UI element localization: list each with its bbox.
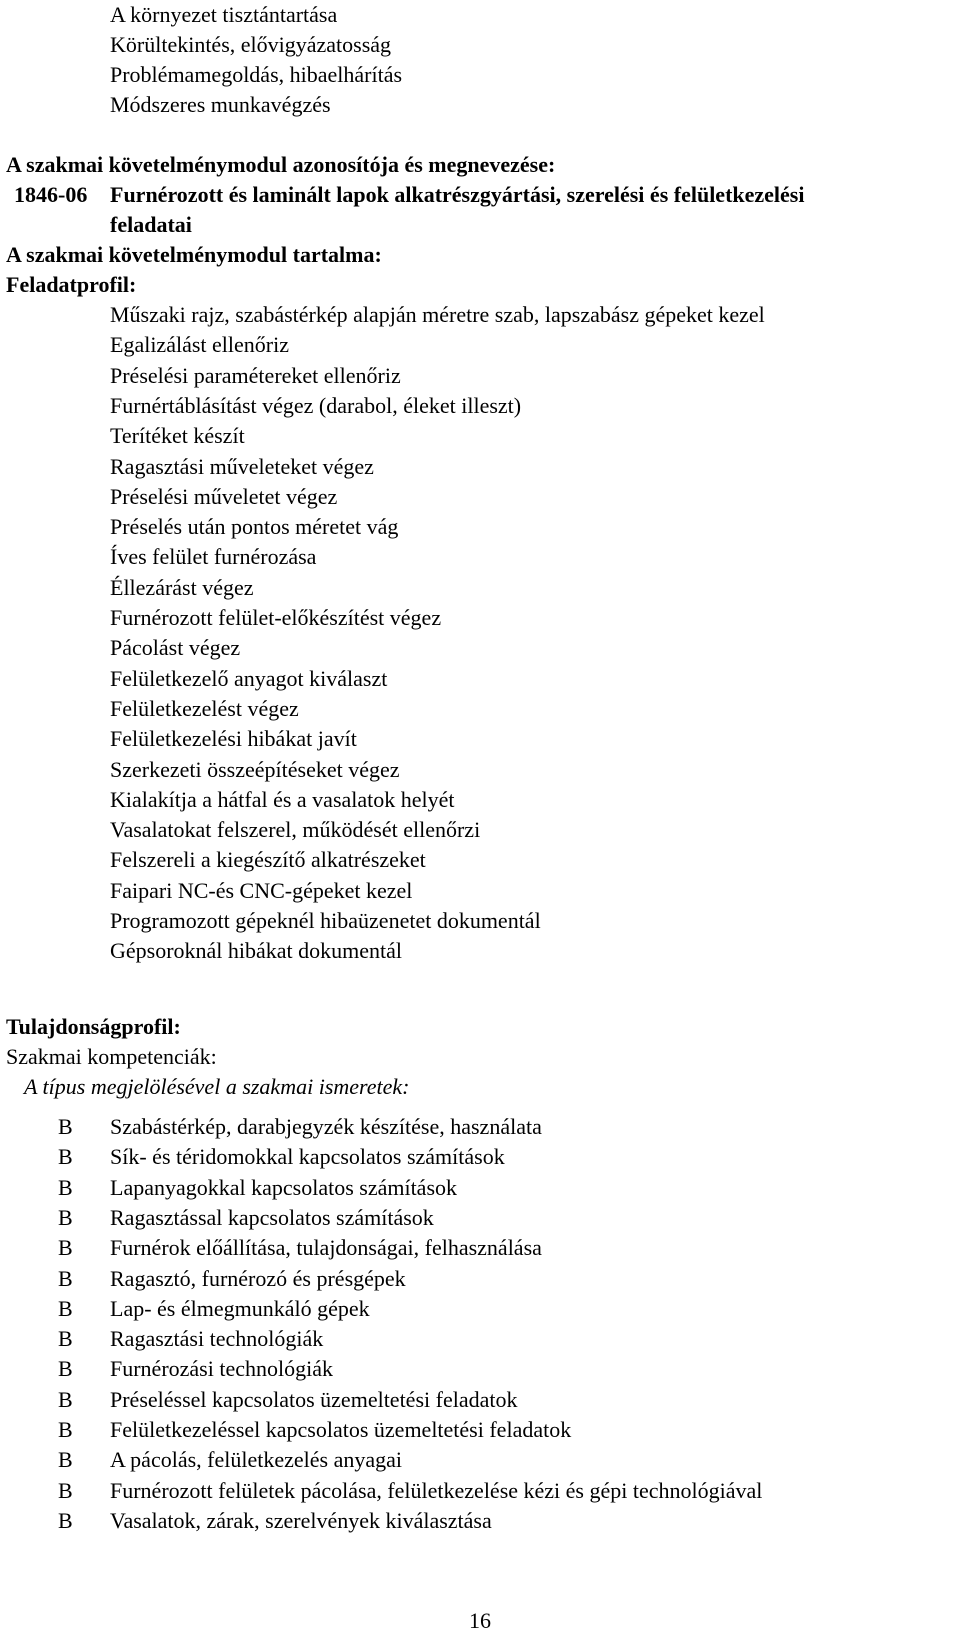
knowledge-item-type: B <box>58 1296 73 1321</box>
task-item: Préselési műveletet végez <box>110 484 338 509</box>
module-name-line1: Furnérozott és laminált lapok alkatrészgyártási, szerelési és felületkezelési <box>110 182 805 207</box>
knowledge-item-text: Szabástérkép, darabjegyzék készítése, használata <box>110 1114 542 1139</box>
task-item: Vasalatokat felszerel, működését ellenőrzi <box>110 817 481 842</box>
knowledge-item-text: Furnérozási technológiák <box>110 1356 333 1381</box>
knowledge-item-type: B <box>58 1175 73 1200</box>
task-item: Kialakítja a hátfal és a vasalatok helyét <box>110 787 455 812</box>
task-item: Éllezárást végez <box>110 575 254 600</box>
property-profile-heading: Tulajdonságprofil: <box>6 1014 181 1039</box>
knowledge-item-text: Ragasztással kapcsolatos számítások <box>110 1205 434 1230</box>
knowledge-item-type: B <box>58 1235 73 1260</box>
task-item: Egalizálást ellenőriz <box>110 332 289 357</box>
knowledge-item-type: B <box>58 1478 73 1503</box>
task-item: Programozott gépeknél hibaüzenetet dokumentál <box>110 908 541 933</box>
knowledge-item-text: Ragasztási technológiák <box>110 1326 324 1351</box>
knowledge-item-type: B <box>58 1205 73 1230</box>
knowledge-item-text: Préseléssel kapcsolatos üzemeltetési feladatok <box>110 1387 518 1412</box>
knowledge-item-text: Lapanyagokkal kapcsolatos számítások <box>110 1175 458 1200</box>
competencies-subheading: Szakmai kompetenciák: <box>6 1044 217 1069</box>
list-item: Körültekintés, elővigyázatosság <box>110 32 392 57</box>
knowledge-item-type: B <box>58 1447 73 1472</box>
module-id-heading: A szakmai követelménymodul azonosítója és megnevezése: <box>6 152 556 177</box>
knowledge-item-type: B <box>58 1114 73 1139</box>
knowledge-heading: A típus megjelölésével a szakmai ismeretek: <box>24 1074 410 1099</box>
task-item: Felszereli a kiegészítő alkatrészeket <box>110 847 426 872</box>
task-item: Műszaki rajz, szabástérkép alapján méretre szab, lapszabász gépeket kezel <box>110 302 765 327</box>
knowledge-item-type: B <box>58 1417 73 1442</box>
knowledge-item-text: Ragasztó, furnérozó és présgépek <box>110 1266 406 1291</box>
module-name-line2: feladatai <box>110 212 192 237</box>
task-item: Furnértáblásítást végez (darabol, éleket illeszt) <box>110 393 522 418</box>
task-profile-heading: Feladatprofil: <box>6 272 137 297</box>
task-item: Felületkezelést végez <box>110 696 299 721</box>
task-item: Pácolást végez <box>110 635 241 660</box>
knowledge-item-type: B <box>58 1387 73 1412</box>
task-item: Szerkezeti összeépítéseket végez <box>110 757 400 782</box>
knowledge-item-text: Lap- és élmegmunkáló gépek <box>110 1296 370 1321</box>
knowledge-item-type: B <box>58 1508 73 1533</box>
task-item: Íves felület furnérozása <box>110 544 317 569</box>
task-item: Furnérozott felület-előkészítést végez <box>110 605 442 630</box>
knowledge-item-text: Vasalatok, zárak, szerelvények kiválasztása <box>110 1508 492 1533</box>
knowledge-item-type: B <box>58 1326 73 1351</box>
task-item: Felületkezelési hibákat javít <box>110 726 357 751</box>
knowledge-item-type: B <box>58 1144 73 1169</box>
list-item: A környezet tisztántartása <box>110 2 338 27</box>
knowledge-item-type: B <box>58 1266 73 1291</box>
module-code: 1846-06 <box>14 182 88 207</box>
knowledge-item-type: B <box>58 1356 73 1381</box>
list-item: Módszeres munkavégzés <box>110 92 331 117</box>
task-item: Faipari NC-és CNC-gépeket kezel <box>110 878 413 903</box>
knowledge-item-text: Furnérozott felületek pácolása, felületkezelése kézi és gépi technológiával <box>110 1478 763 1503</box>
page-number: 16 <box>469 1608 491 1633</box>
task-item: Felületkezelő anyagot kiválaszt <box>110 666 388 691</box>
knowledge-item-text: A pácolás, felületkezelés anyagai <box>110 1447 402 1472</box>
module-content-heading: A szakmai követelménymodul tartalma: <box>6 242 382 267</box>
list-item: Problémamegoldás, hibaelhárítás <box>110 62 403 87</box>
task-item: Préselés után pontos méretet vág <box>110 514 399 539</box>
task-item: Gépsoroknál hibákat dokumentál <box>110 938 403 963</box>
knowledge-item-text: Felületkezeléssel kapcsolatos üzemeltetési feladatok <box>110 1417 572 1442</box>
task-item: Terítéket készít <box>110 423 245 448</box>
knowledge-item-text: Furnérok előállítása, tulajdonságai, felhasználása <box>110 1235 542 1260</box>
task-item: Préselési paramétereket ellenőriz <box>110 363 401 388</box>
task-item: Ragasztási műveleteket végez <box>110 454 374 479</box>
knowledge-item-text: Sík- és téridomokkal kapcsolatos számítások <box>110 1144 505 1169</box>
